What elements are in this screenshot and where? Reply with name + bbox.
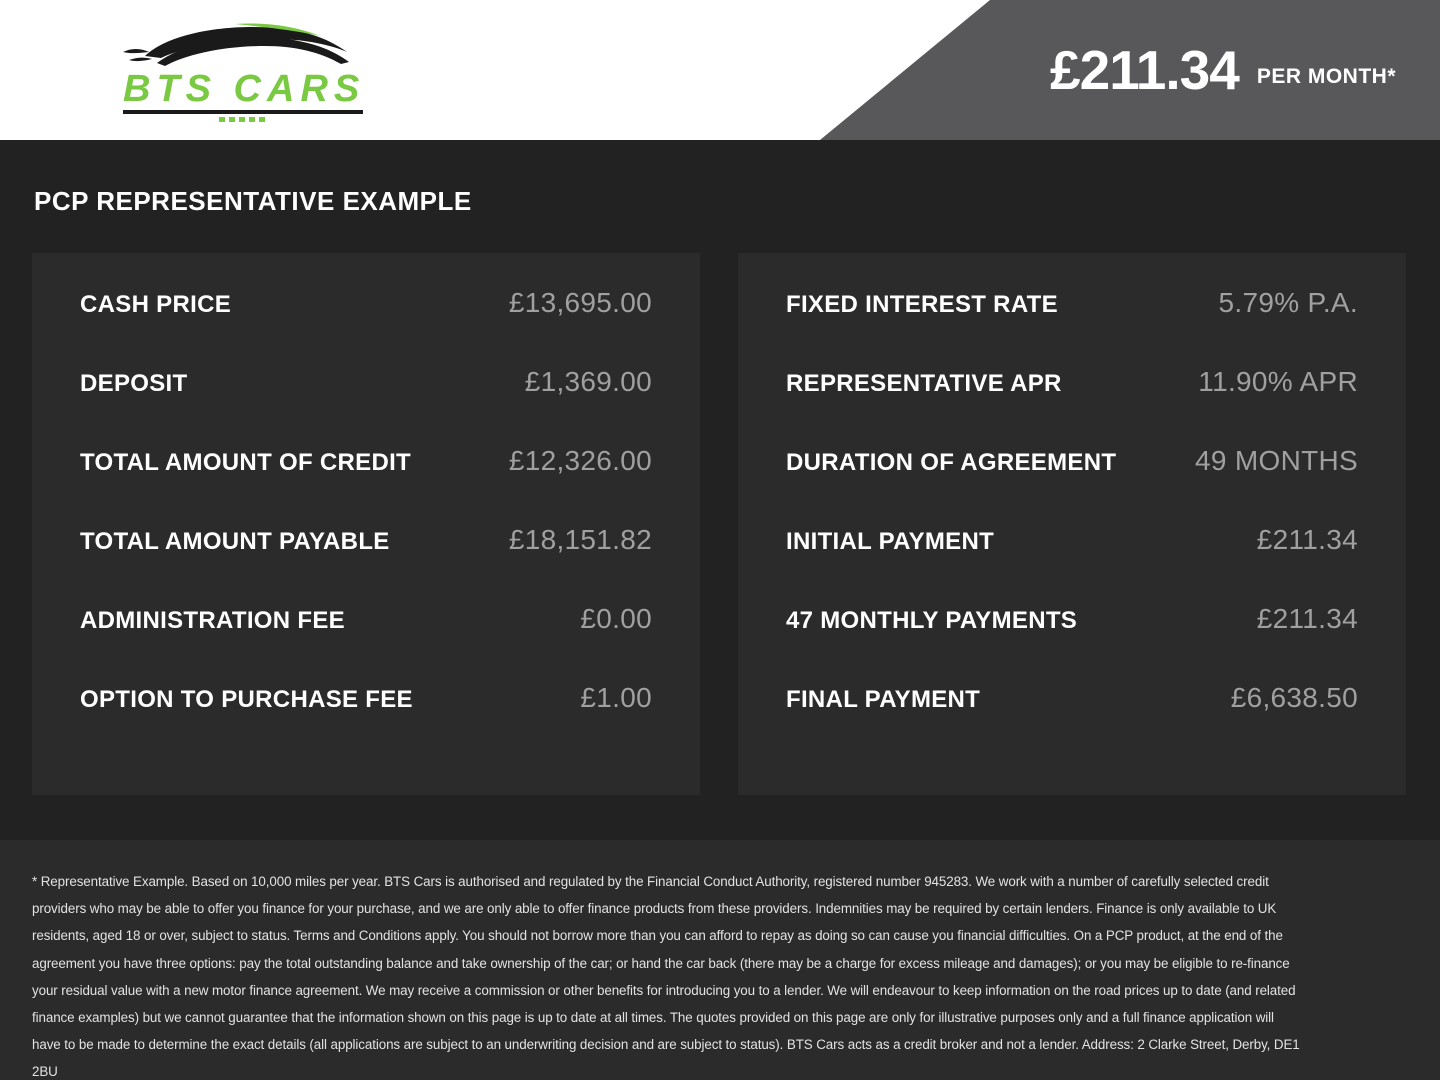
row-value: £0.00 <box>580 603 652 634</box>
table-row <box>80 524 652 603</box>
page-title: PCP REPRESENTATIVE EXAMPLE <box>34 186 472 216</box>
table-row <box>786 682 1358 761</box>
table-row <box>786 524 1358 603</box>
table-row <box>786 287 1358 366</box>
row-label: 47 MONTHLY PAYMENTS <box>786 607 1078 634</box>
table-row <box>80 603 652 682</box>
row-value: £13,695.00 <box>508 287 652 318</box>
row-value: 5.79% P.A. <box>1218 287 1358 318</box>
row-value: £1,369.00 <box>524 366 652 397</box>
row-value: 11.90% APR <box>1198 366 1358 397</box>
table-row <box>80 366 652 445</box>
row-value: £6,638.50 <box>1230 682 1358 713</box>
row-label: INITIAL PAYMENT <box>786 528 995 555</box>
page-footer <box>0 840 1440 1080</box>
monthly-price-block <box>1050 0 1396 140</box>
finance-panels <box>32 253 1408 795</box>
row-label: REPRESENTATIVE APR <box>786 370 1062 397</box>
table-row <box>80 287 652 366</box>
row-value: £12,326.00 <box>508 445 652 476</box>
bts-cars-logo <box>115 22 385 118</box>
monthly-price-amount: £211.34 <box>1050 38 1239 101</box>
table-row <box>80 445 652 524</box>
monthly-price-label: PER MONTH* <box>1256 65 1396 88</box>
row-label: FIXED INTEREST RATE <box>786 291 1058 318</box>
row-value: £18,151.82 <box>508 524 652 555</box>
pcp-example-section <box>0 140 1440 840</box>
row-label: FINAL PAYMENT <box>786 686 981 713</box>
finance-panel-left <box>32 253 700 795</box>
row-label: ADMINISTRATION FEE <box>80 607 345 634</box>
row-label: DURATION OF AGREEMENT <box>786 449 1117 476</box>
logo-wordmark: BTS CARS <box>123 68 366 110</box>
row-value: 49 MONTHS <box>1195 445 1358 476</box>
table-row <box>80 682 652 761</box>
row-value: £211.34 <box>1256 603 1358 634</box>
row-label: TOTAL AMOUNT OF CREDIT <box>80 449 412 476</box>
finance-panel-right <box>738 253 1406 795</box>
row-label: DEPOSIT <box>80 370 188 397</box>
row-value: £1.00 <box>580 682 652 713</box>
row-label: CASH PRICE <box>80 291 232 318</box>
table-row <box>786 445 1358 524</box>
table-row <box>786 366 1358 445</box>
page-header <box>0 0 1440 140</box>
logo-underline <box>123 110 393 124</box>
disclaimer-text: * Representative Example. Based on 10,000 miles per year. BTS Cars is authorised and regulated by the Financial Conduct Authority, registered number 945283. We work with a number of carefully selected credit providers who may be able to offer you finance for your purchase, and we are only able to offer finance products from these providers. Indemnities may be required by certain lenders. Finance is only available to UK residents, aged 18 or over, subject to status. Terms and Conditions apply. You should not borrow more than you can afford to repay as doing so can cause you financial difficulties. On a PCP product, at the end of the agreement you have three options: pay the total outstanding balance and take ownership of the car; or hand the car back (there may be a charge for excess mileage and damages); or you may be eligible to re-finance your residual value with a new motor finance agreement. We may receive a commission or other benefits for introducing you to a lender. We will endeavour to keep information on the road prices up to date (and related finance examples) but we cannot guarantee that the information shown on this page is up to date at all times. The quotes provided on this page are only for illustrative purposes only and a full finance application will have to be made to determine the exact details (all applications are subject to an underwriting decision and are subject to status). BTS Cars acts as a credit broker and not a lender. Address: 2 Clarke Street, Derby, DE1 2BU <box>32 874 1300 1080</box>
row-value: £211.34 <box>1256 524 1358 555</box>
row-label: OPTION TO PURCHASE FEE <box>80 686 413 713</box>
table-row <box>786 603 1358 682</box>
row-label: TOTAL AMOUNT PAYABLE <box>80 528 390 555</box>
